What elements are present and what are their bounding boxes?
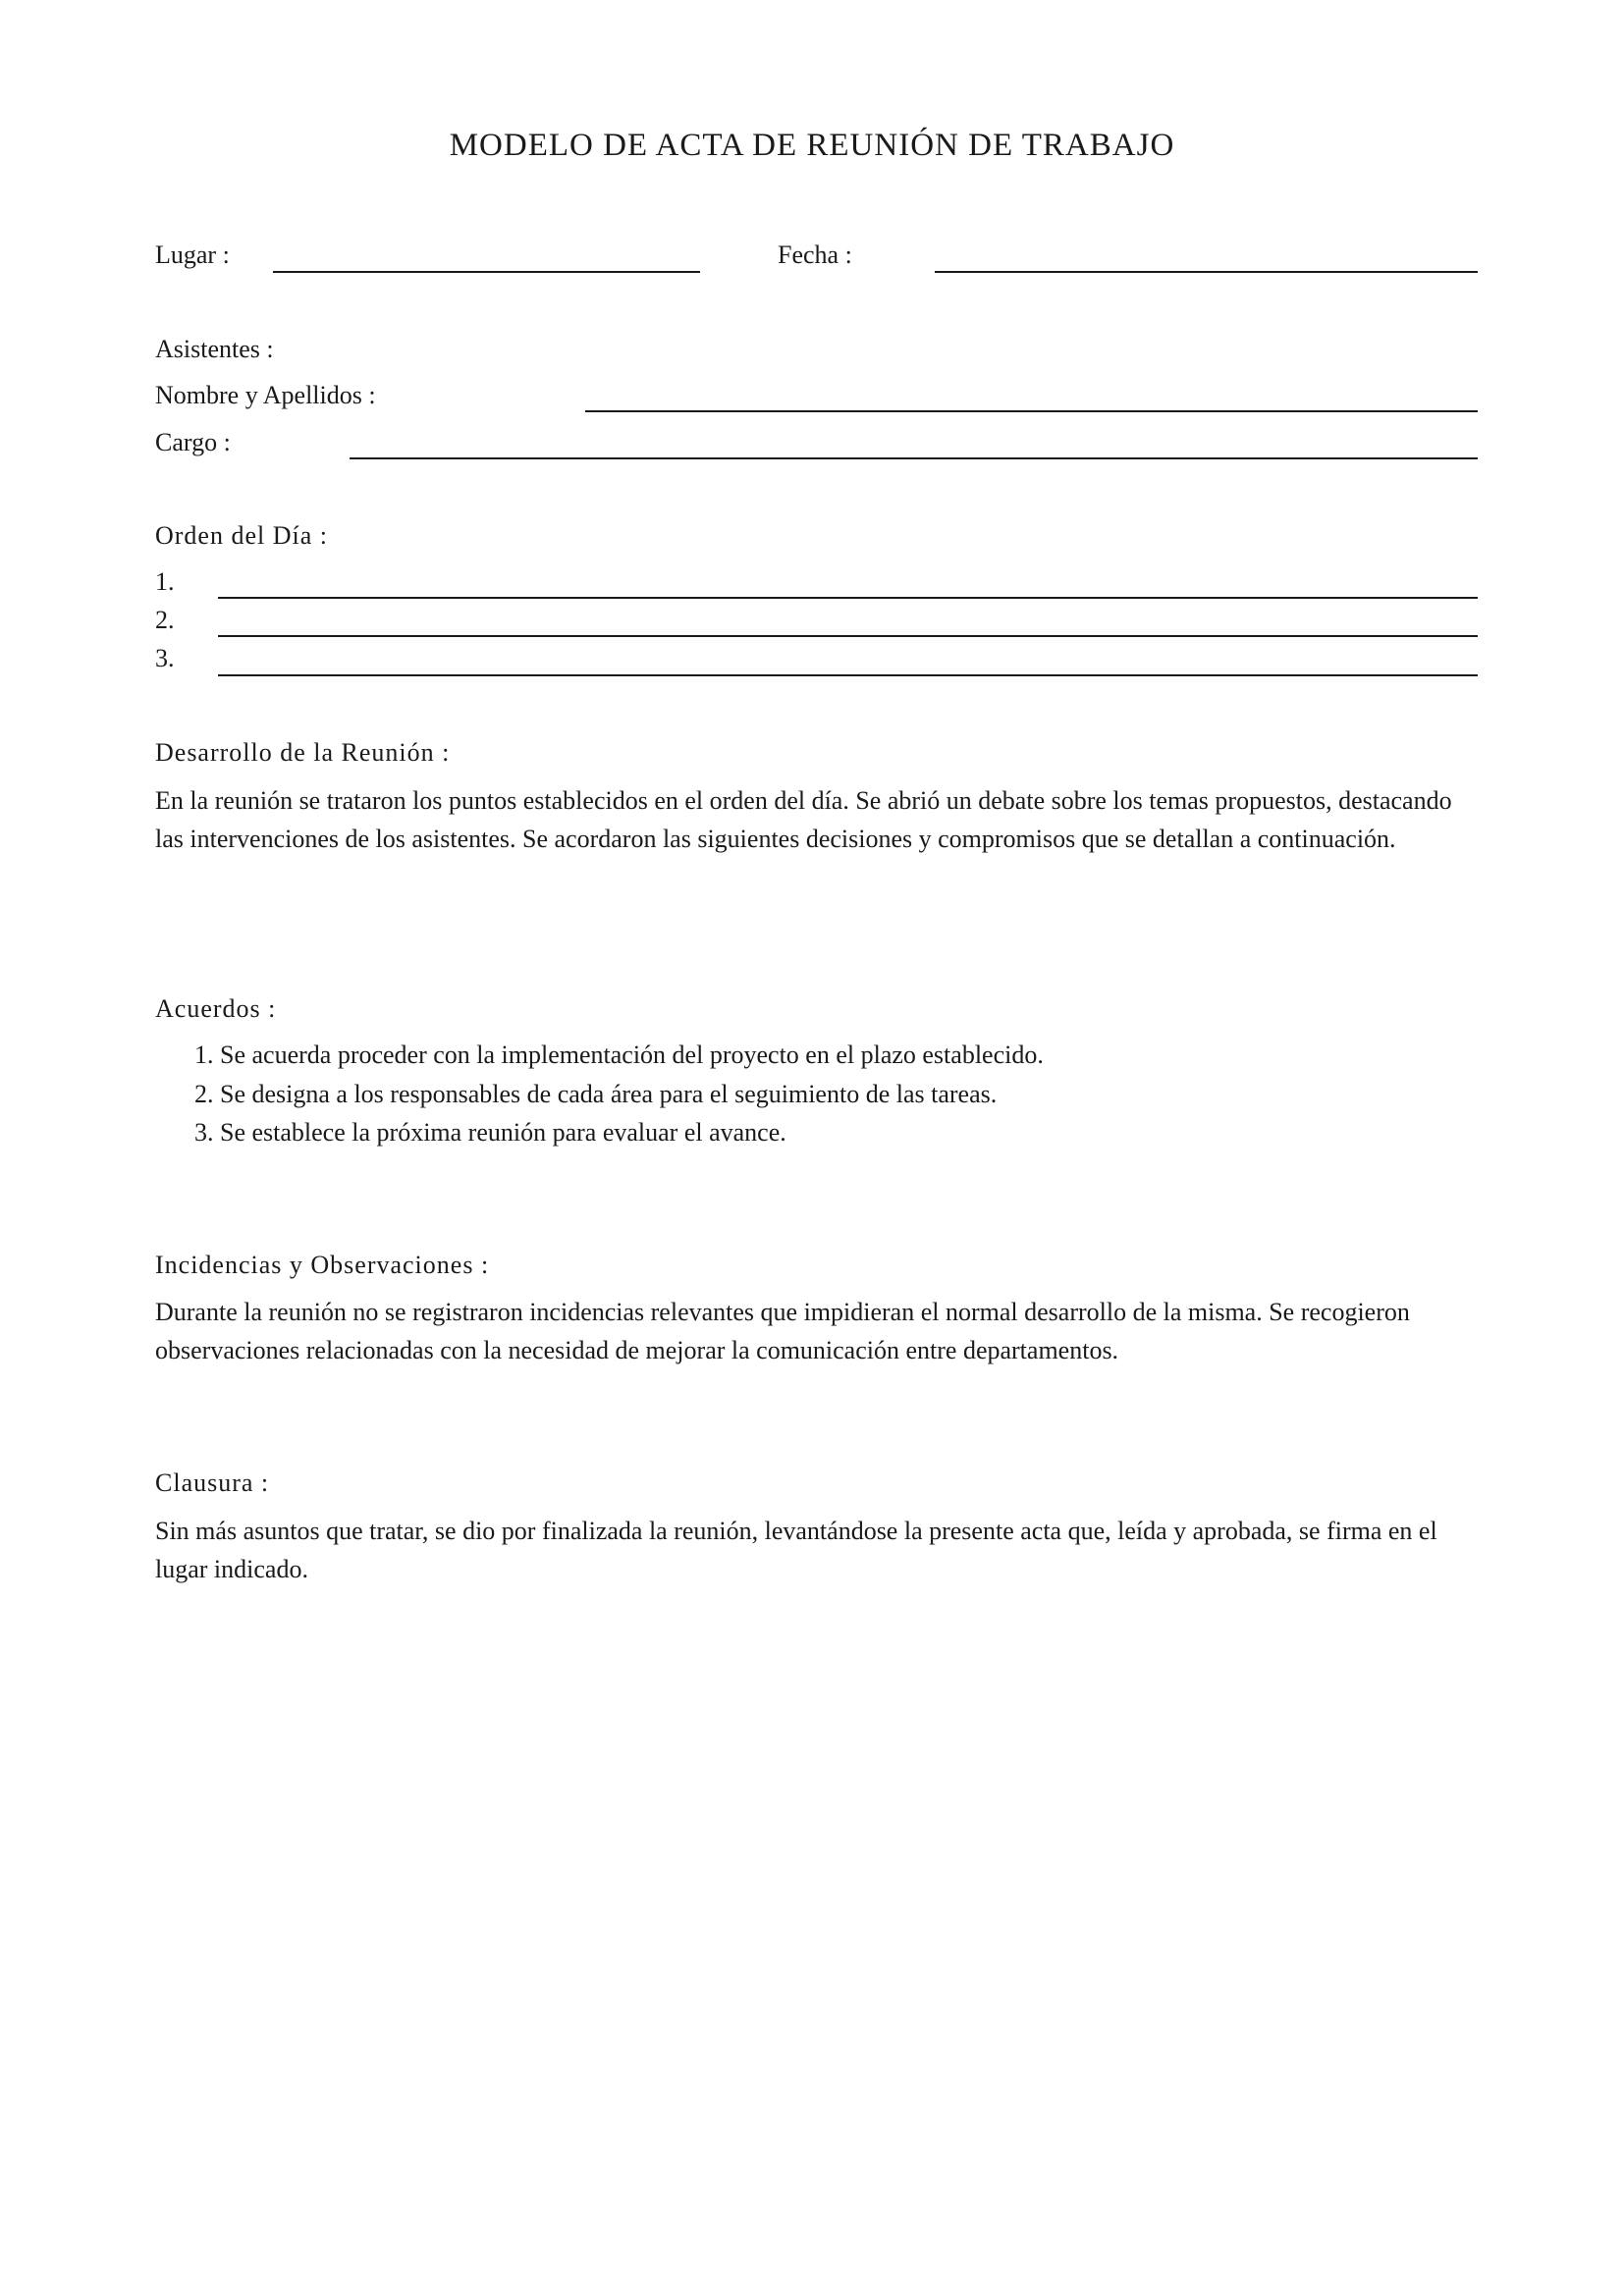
acuerdo-item: 3. Se establece la próxima reunión para evaluar el avance. xyxy=(194,1118,786,1147)
fecha-line[interactable] xyxy=(935,271,1478,273)
asistentes-label: Asistentes : xyxy=(155,335,274,363)
desarrollo-heading: Desarrollo de la Reunión : xyxy=(155,738,451,767)
orden-item-line[interactable] xyxy=(218,635,1478,637)
acuerdo-item: 1. Se acuerda proceder con la implementación del proyecto en el plazo establecido. xyxy=(194,1041,1044,1069)
orden-del-dia-heading: Orden del Día : xyxy=(155,521,329,550)
orden-item-line[interactable] xyxy=(218,597,1478,599)
document-title: MODELO DE ACTA DE REUNIÓN DE TRABAJO xyxy=(449,128,1175,163)
lugar-line[interactable] xyxy=(273,271,700,273)
orden-item-number: 1. xyxy=(155,567,175,596)
incidencias-text: Durante la reunión no se registraron incidencias relevantes que impidieran el normal desarrollo de la misma. Se recogieron observaciones relacionadas con la necesidad de mejorar la comunicación entre departamentos. xyxy=(155,1298,1410,1364)
clausura-heading: Clausura : xyxy=(155,1468,270,1497)
nombre-apellidos-label: Nombre y Apellidos : xyxy=(155,381,376,409)
clausura-text: Sin más asuntos que tratar, se dio por finalizada la reunión, levantándose la presente acta que, leída y aprobada, se firma en el lugar indicado. xyxy=(155,1517,1437,1583)
fecha-label: Fecha : xyxy=(778,240,852,269)
cargo-label: Cargo : xyxy=(155,428,231,456)
lugar-label: Lugar : xyxy=(155,240,230,269)
desarrollo-text: En la reunión se trataron los puntos establecidos en el orden del día. Se abrió un debate sobre los temas propuestos, destacando las intervenciones de los asistentes. Se acordaron las siguientes decisiones y compromisos que se detallan a continuación. xyxy=(155,786,1452,853)
acuerdos-heading: Acuerdos : xyxy=(155,994,277,1023)
orden-item-number: 2. xyxy=(155,606,175,634)
orden-item-number: 3. xyxy=(155,644,175,672)
acuerdo-item: 2. Se designa a los responsables de cada área para el seguimiento de las tareas. xyxy=(194,1080,998,1108)
cargo-line[interactable] xyxy=(350,457,1478,459)
nombre-apellidos-line[interactable] xyxy=(585,410,1478,412)
orden-item-line[interactable] xyxy=(218,674,1478,676)
incidencias-heading: Incidencias y Observaciones : xyxy=(155,1251,490,1279)
